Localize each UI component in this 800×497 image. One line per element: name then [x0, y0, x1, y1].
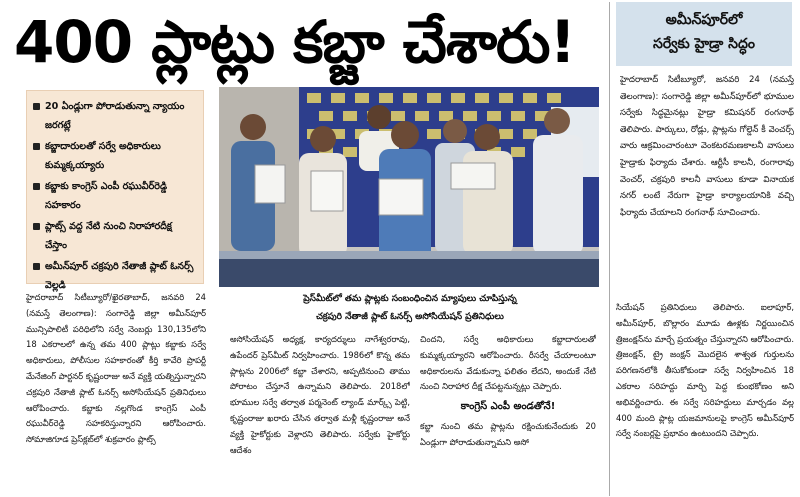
article-column-3 — [420, 332, 596, 495]
article-column-4: సియేషన్‌ ప్రతినిధులు తెలిపారు. ఐలాపూర్‌, అమీన్‌పూర్‌, బొల్లారం మూడు ఊళ్లకు నిర్ణయించిన త్రిజంక్షన్‌ను మార్చే ప్రయత్నం చేస్తున్నారని ఆరోపించారు. త్రిజంక్షన్‌, ట్రై జంక్షన్‌ మొదలైన శాశ్వత గుర్తులను పరిగణనలోకి తీసుకోకుండా సర్వే నిర్వహించిన 18 ఎకరాల సరిహద్దు మార్చి పెద్ద కుంభకోణం అని అభివర్ణించారు. ఈ సర్వే సరిహద్దులు మార్చడం వల్ల 400 మంది ప్లాట్ల యజమానులపై కాంగ్రెస్‌ అమీన్‌పూర్‌ సర్వే నంబర్లపై ప్రభావం ఉంటుందని చెప్పారు. — [616, 302, 794, 439]
highlight-text: కబ్జాదారులతో సర్వే అధికారులు కుమ్మక్కయ్యారు — [45, 141, 161, 171]
highlight-text: ప్లాట్స్‌ వద్ద నేటి నుంచి నిరాహారదీక్ష చేస్తాం — [45, 221, 172, 251]
sidebar-title-line2: సర్వేకు హైడ్రా సిద్ధం — [653, 36, 755, 52]
press-meet-photo — [219, 87, 599, 287]
press-meet-illustration — [219, 87, 599, 287]
column-subheading: కాంగ్రెస్‌ ఎంపీ అండతోనే! — [460, 401, 556, 413]
bullet-icon — [33, 103, 40, 110]
bullet-icon — [33, 143, 40, 150]
highlight-item — [33, 177, 197, 215]
article-column-1: హైదరాబాద్‌ సిటీబ్యూరో/ఖైరతాబాద్‌, జనవరి 24 (నమస్తే తెలంగాణ): సంగారెడ్డి జిల్లా అమీన్‌పూర్‌ మున్సిపాలిటీ పరిధిలోని సర్వే నెంబర్లు 130,135లోని 18 ఎకరాలలో ఉన్న తమ 400 ప్లాట్లు కబ్జాకు సర్వే అధికారులు, పోలీసుల సహకారంతో కీర్తి కావేరి ప్రాపర్టీ మేనేజింగ్‌ పార్టనర్‌ కృష్ణంరాజు అనే వ్యక్తి యత్నిస్తున్నారని చక్రపురి నేతాజీ ప్లాట్‌ ఓనర్స్‌ అసోసియేషన్‌ ప్రతినిధులు ఆరోపించారు. కబ్జాకు నల్లగొండ కాంగ్రెస్‌ ఎంపీ రఘువీర్‌రెడ్డి సహకరిస్తున్నారని ఆరోపించారు. సోమాజిగూడ ప్రెస్‌క్లబ్‌లో శుక్రవారం ప్లాట్స్‌ — [26, 292, 206, 445]
bullet-icon — [33, 263, 40, 270]
page-headline: 400 ప్లాట్లు కబ్జా చేశారు! — [14, 8, 575, 76]
bullet-icon — [33, 183, 40, 190]
sidebar-title-line1: అమీన్‌పూర్‌లో — [665, 12, 743, 28]
highlights-box — [26, 90, 204, 291]
sidebar-body-text: హైదరాబాద్‌ సిటీబ్యూరో, జనవరి 24 (నమస్తే తెలంగాణ): సంగారెడ్డి జిల్లా అమీన్‌పూర్‌లో భూముల సర్వేకు సిద్ధమైనట్లు హైడ్రా కమిషనర్‌ రంగనాథ్‌ తెలిపారు. పార్కులు, రోడ్లు, ప్లాట్లను గోల్డెన్‌ కీ వెంచర్స్‌ వారు ఆక్రమించారంటూ వెంకటరమణకాలనీ వాసులు హైడ్రాకు ఫిర్యాదు చేశారు. ఆర్టీసీ కాలనీ, రంగారావు వెంచర్‌, చక్రపురి కాలనీ వాసులు కూడా వినాయక నగర్‌ లంటే నేరుగా హైడ్రా కార్యాలయానికి వచ్చి ఫిర్యాదు చేయాలని రంగనాథ్‌ సూచించారు. — [620, 75, 794, 218]
caption-line1: ప్రెస్‌మీట్‌లో తమ ప్లాట్లకు సంబంధించిన మ్యాపులు చూపిస్తున్న — [303, 294, 517, 304]
highlight-text: 20 ఏండ్లుగా పోరాడుతున్నా న్యాయం జరగట్లే — [45, 101, 185, 131]
photo-caption — [240, 290, 580, 330]
column-3-text-a: చిందని, సర్వే అధికారులు కబ్జాదారులతో కుమ్మక్కయ్యారని ఆరోపించారు. రీసర్వే చేయాలంటూ అధికారులను వేడుకున్నా ఫలితం లేదని, అందుకే నేటి నుంచి నిరాహార దీక్ష చేపట్టనున్నట్లు చెప్పారు. — [420, 334, 596, 392]
column-divider — [609, 2, 610, 496]
highlight-item — [33, 137, 197, 175]
caption-line2: చక్రపురి నేతాజీ ప్లాట్‌ ఓనర్స్‌ అసోసియేషన్‌ ప్రతినిధులు — [316, 312, 504, 322]
highlight-item — [33, 97, 197, 135]
article-column-2: అసోసియేషన్‌ అధ్యక్ష, కార్యదర్శులు నాగేశ్వరరావు, ఉపేందర్‌ ప్రెస్‌మీట్‌ నిర్వహించారు. 1986లో కొన్న తమ ప్లాట్లను 2006లో కబ్జా చేశారని, అప్పటినుంచి తాము పోరాటం చేస్తూనే ఉన్నామని తెలిపారు. 2018లో భూముల సర్వే తర్వాత పర్మనెంట్‌ ల్యాండ్‌ మార్క్స్‌ పెట్టి, కృష్ణంరాజు ఖరారు చేసిన తర్వాత మళ్లీ కృష్ణంరాజు అనే వ్యక్తి హైకోర్టుకు వెళ్లారని తెలిపారు. సర్వేకు హైకోర్టు ఆదేశం — [230, 334, 410, 455]
highlight-text: అమీన్‌పూర్‌ చక్రపురి నేతాజీ ప్లాట్‌ ఓనర్స్‌ వెల్లడి — [45, 261, 194, 291]
sidebar-title-box — [616, 2, 792, 66]
column-3-text-b: కబ్జా నుంచి తమ ప్లాట్లను రక్షించుకునేందుకు 20 ఏండ్లుగా పోరాడుతున్నామని అసో — [420, 421, 596, 447]
highlight-text: కబ్జాకు కాంగ్రెస్‌ ఎంపీ రఘువీర్‌రెడ్డి సహకారం — [45, 181, 168, 211]
bullet-icon — [33, 223, 40, 230]
highlight-item — [33, 217, 197, 255]
